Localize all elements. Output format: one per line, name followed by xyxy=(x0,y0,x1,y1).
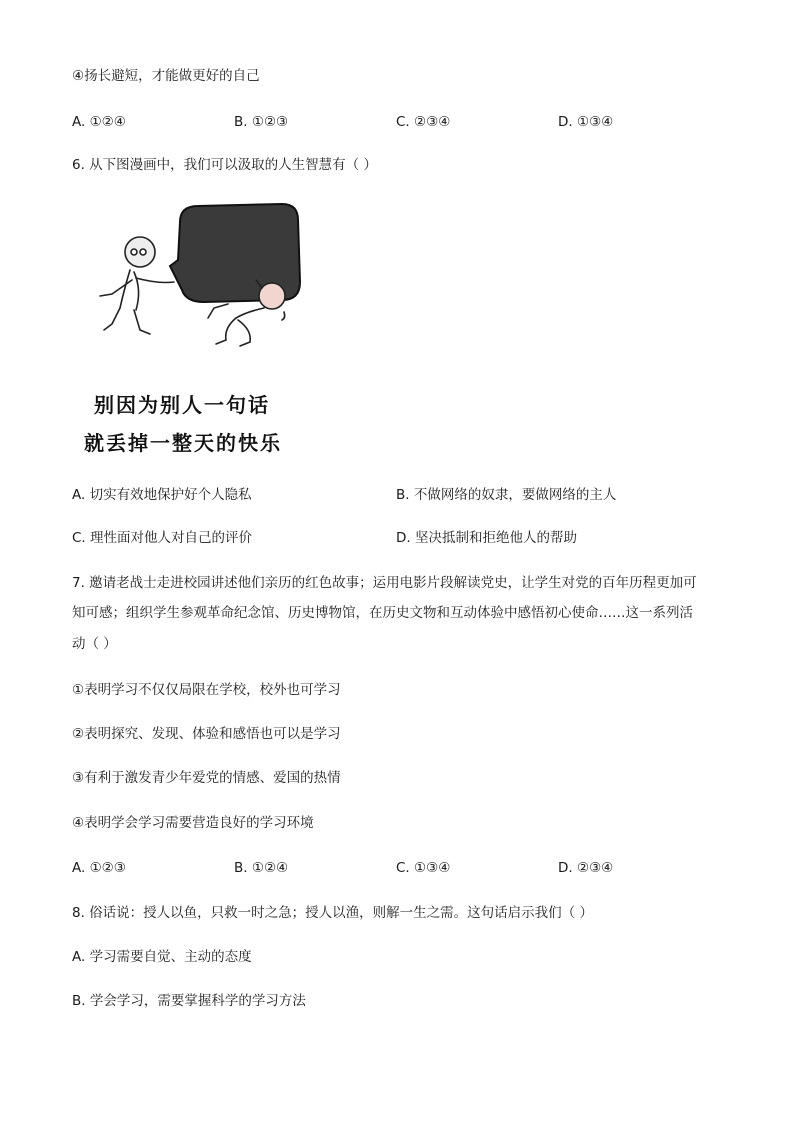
q7-option-d[interactable]: D. ②③④ xyxy=(558,860,614,876)
cartoon-caption-line-1: 别因为别人一句话 xyxy=(94,393,270,417)
q8-option-b[interactable]: B. 学会学习，需要掌握科学的学习方法 xyxy=(72,993,306,1009)
q6-option-c[interactable]: C. 理性面对他人对自己的评价 xyxy=(72,530,253,546)
cartoon-caption-line-2: 就丢掉一整天的快乐 xyxy=(84,431,282,455)
q7-stem-line-1: 7. 邀请老战士走进校园讲述他们亲历的红色故事；运用电影片段解读党史，让学生对党的百年历程更加可 xyxy=(72,575,697,591)
q6-option-b[interactable]: B. 不做网络的奴隶，要做网络的主人 xyxy=(396,487,617,503)
q6-option-d[interactable]: D. 坚决抵制和拒绝他人的帮助 xyxy=(396,530,577,546)
q6-cartoon-image xyxy=(76,200,308,470)
q7-option-c[interactable]: C. ①③④ xyxy=(396,860,451,876)
q7-option-b[interactable]: B. ①②④ xyxy=(234,860,289,876)
q5-option-a[interactable]: A. ①②④ xyxy=(72,114,126,130)
q8-stem: 8. 俗话说：授人以鱼，只救一时之急；授人以渔，则解一生之需。这句话启示我们（ ） xyxy=(72,905,593,921)
q7-statement-2: ②表明探究、发现、体验和感悟也可以是学习 xyxy=(72,726,341,742)
q7-option-a[interactable]: A. ①②③ xyxy=(72,860,126,876)
q5-option-b[interactable]: B. ①②③ xyxy=(234,114,289,130)
q5-option-d[interactable]: D. ①③④ xyxy=(558,114,614,130)
q7-statement-4: ④表明学会学习需要营造良好的学习环境 xyxy=(72,815,314,831)
q5-option-c[interactable]: C. ②③④ xyxy=(396,114,451,130)
q7-stem-line-3: 动（ ） xyxy=(72,636,117,652)
q6-option-a[interactable]: A. 切实有效地保护好个人隐私 xyxy=(72,487,252,503)
q7-stem-line-2: 知可感；组织学生参观革命纪念馆、历史博物馆，在历史文物和互动体验中感悟初心使命……这一系列活 xyxy=(72,605,693,621)
q6-stem: 6. 从下图漫画中，我们可以汲取的人生智慧有（ ） xyxy=(72,157,377,173)
q7-statement-3: ③有利于激发青少年爱党的情感、爱国的热情 xyxy=(72,770,341,786)
q5-statement-4: ④扬长避短，才能做更好的自己 xyxy=(72,68,260,84)
q8-option-a[interactable]: A. 学习需要自觉、主动的态度 xyxy=(72,949,252,965)
q7-statement-1: ①表明学习不仅仅局限在学校，校外也可学习 xyxy=(72,682,341,698)
pointing-figure xyxy=(100,237,174,334)
